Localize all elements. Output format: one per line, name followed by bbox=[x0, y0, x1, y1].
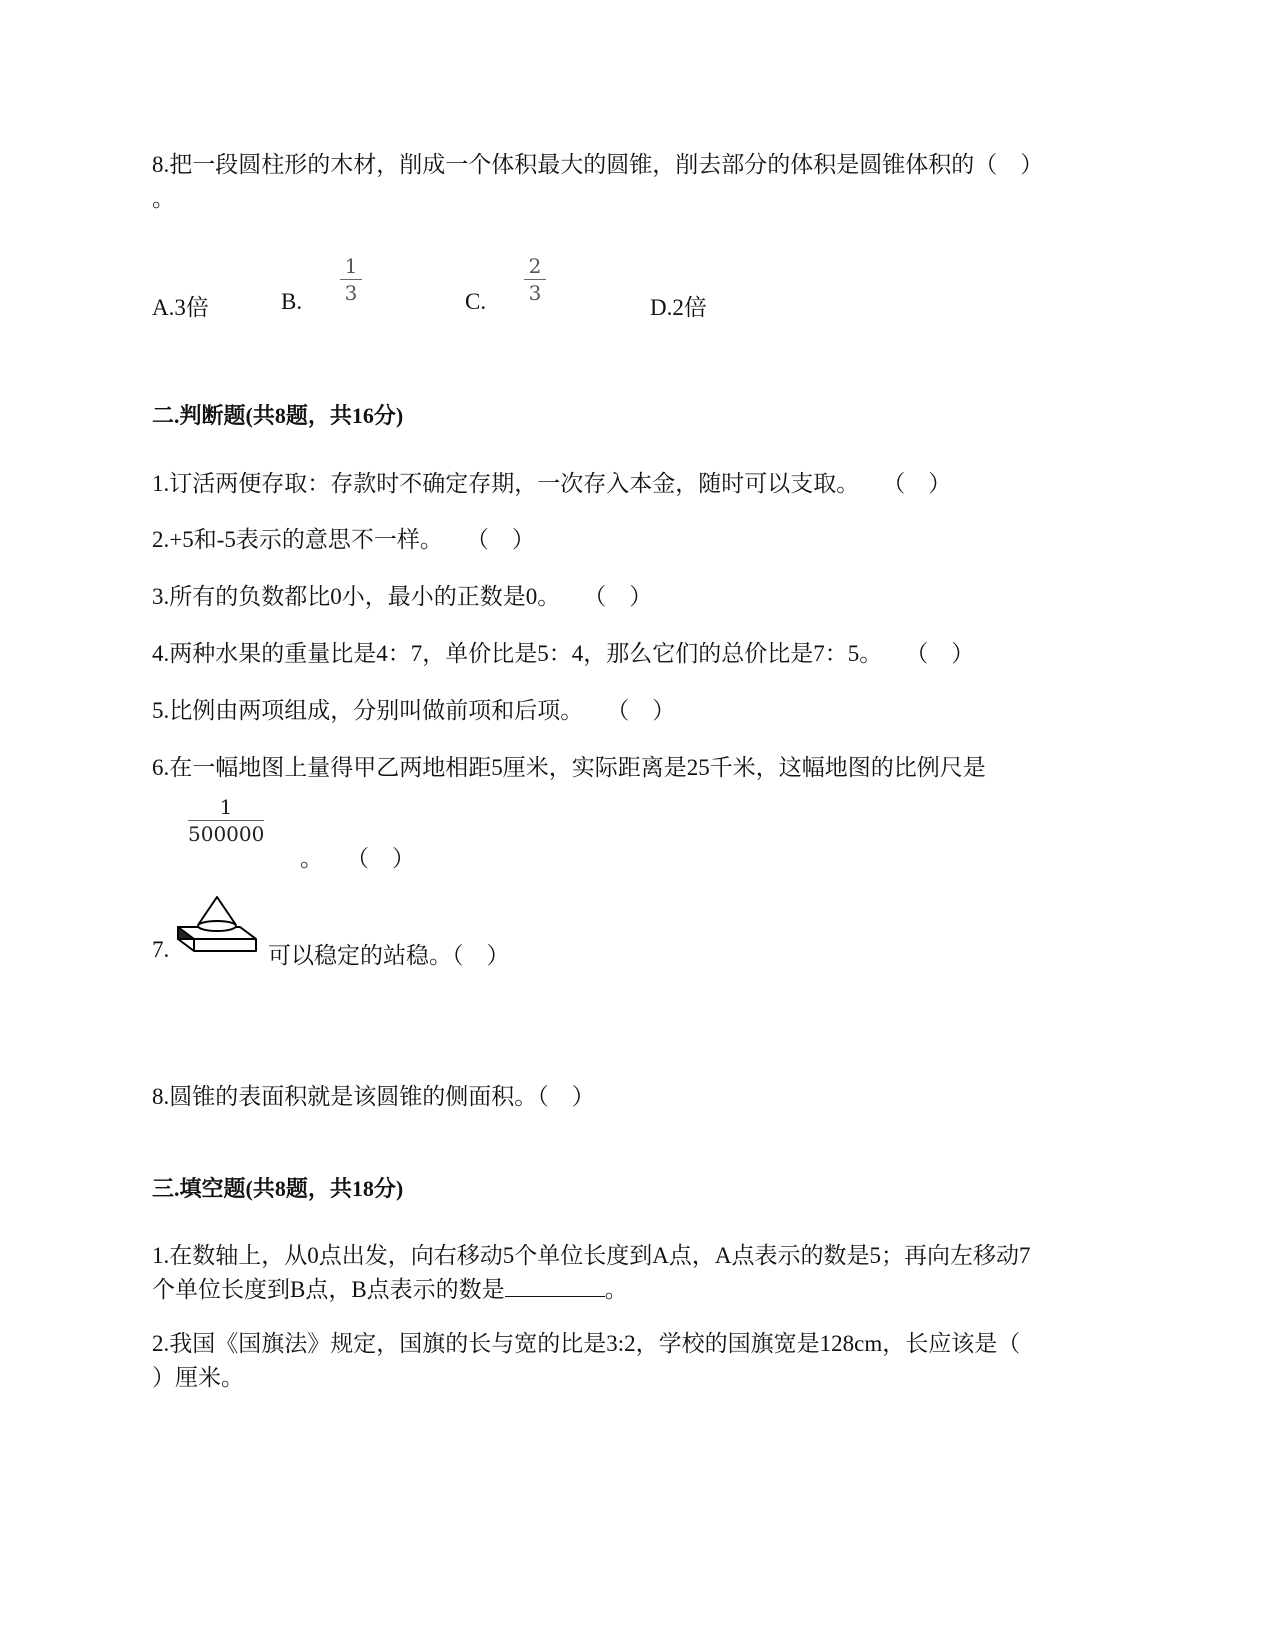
s2-question-1: 1.订活两便存取：存款时不确定存期，一次存入本金，随时可以支取。 （ ） bbox=[152, 471, 952, 496]
cone-on-block-figure bbox=[176, 895, 260, 957]
s3-question-1-line2 bbox=[152, 1271, 628, 1304]
s2-question-7-number: 7. bbox=[152, 937, 170, 962]
s3-question-1-text: 个单位长度到B点，B点表示的数是 bbox=[152, 1277, 505, 1302]
option-d: D.2倍 bbox=[650, 295, 707, 320]
section2-title: 二.判断题(共8题，共16分) bbox=[152, 403, 404, 428]
s2-question-4: 4.两种水果的重量比是4：7，单价比是5：4，那么它们的总价比是7：5。 （ ） bbox=[152, 641, 975, 666]
s2-question-8: 8.圆锥的表面积就是该圆锥的侧面积。（ ） bbox=[152, 1084, 595, 1109]
option-c-fraction bbox=[524, 256, 546, 303]
fraction-bar bbox=[340, 279, 362, 280]
fraction-bar bbox=[524, 279, 546, 280]
s2-question-6: 6.在一幅地图上量得甲乙两地相距5厘米，实际距离是25千米，这幅地图的比例尺是 bbox=[152, 755, 986, 780]
s3-question-2-line1: 2.我国《国旗法》规定，国旗的长与宽的比是3:2，学校的国旗宽是128cm，长应该是（ bbox=[152, 1331, 1021, 1356]
s2-question-3: 3.所有的负数都比0小，最小的正数是0。 （ ） bbox=[152, 584, 653, 609]
s2-question-7-text: 可以稳定的站稳。（ ） bbox=[268, 943, 510, 968]
s3-question-1-line1: 1.在数轴上，从0点出发，向右移动5个单位长度到A点，A点表示的数是5；再向左移动7 bbox=[152, 1243, 1031, 1268]
option-b-fraction bbox=[340, 256, 362, 303]
fraction-bar bbox=[188, 820, 264, 821]
q8-stem-tail: 。 bbox=[152, 186, 175, 211]
option-b-denominator: 3 bbox=[344, 281, 358, 305]
section3-title: 三.填空题(共8题，共18分) bbox=[152, 1176, 404, 1201]
s2-question-5: 5.比例由两项组成，分别叫做前项和后项。 （ ） bbox=[152, 698, 676, 723]
scale-denominator: 500000 bbox=[188, 822, 265, 846]
s2-question-6-tail: 。 （ ） bbox=[300, 846, 415, 871]
s2-question-2: 2.+5和-5表示的意思不一样。 （ ） bbox=[152, 527, 535, 552]
option-c-numerator: 2 bbox=[528, 254, 542, 278]
option-a: A.3倍 bbox=[152, 295, 209, 320]
option-b-numerator: 1 bbox=[344, 254, 358, 278]
scale-numerator: 1 bbox=[219, 795, 233, 819]
s3-question-1-end: 。 bbox=[604, 1277, 628, 1302]
option-c-label: C. bbox=[465, 289, 487, 314]
answer-blank[interactable] bbox=[505, 1278, 605, 1297]
scale-fraction bbox=[188, 797, 264, 844]
s3-question-2-line2: ）厘米。 bbox=[152, 1365, 244, 1390]
option-b-label: B. bbox=[281, 289, 303, 314]
q8-stem: 8.把一段圆柱形的木材，削成一个体积最大的圆锥，削去部分的体积是圆锥体积的（ ） bbox=[152, 152, 1044, 177]
option-c-denominator: 3 bbox=[528, 281, 542, 305]
